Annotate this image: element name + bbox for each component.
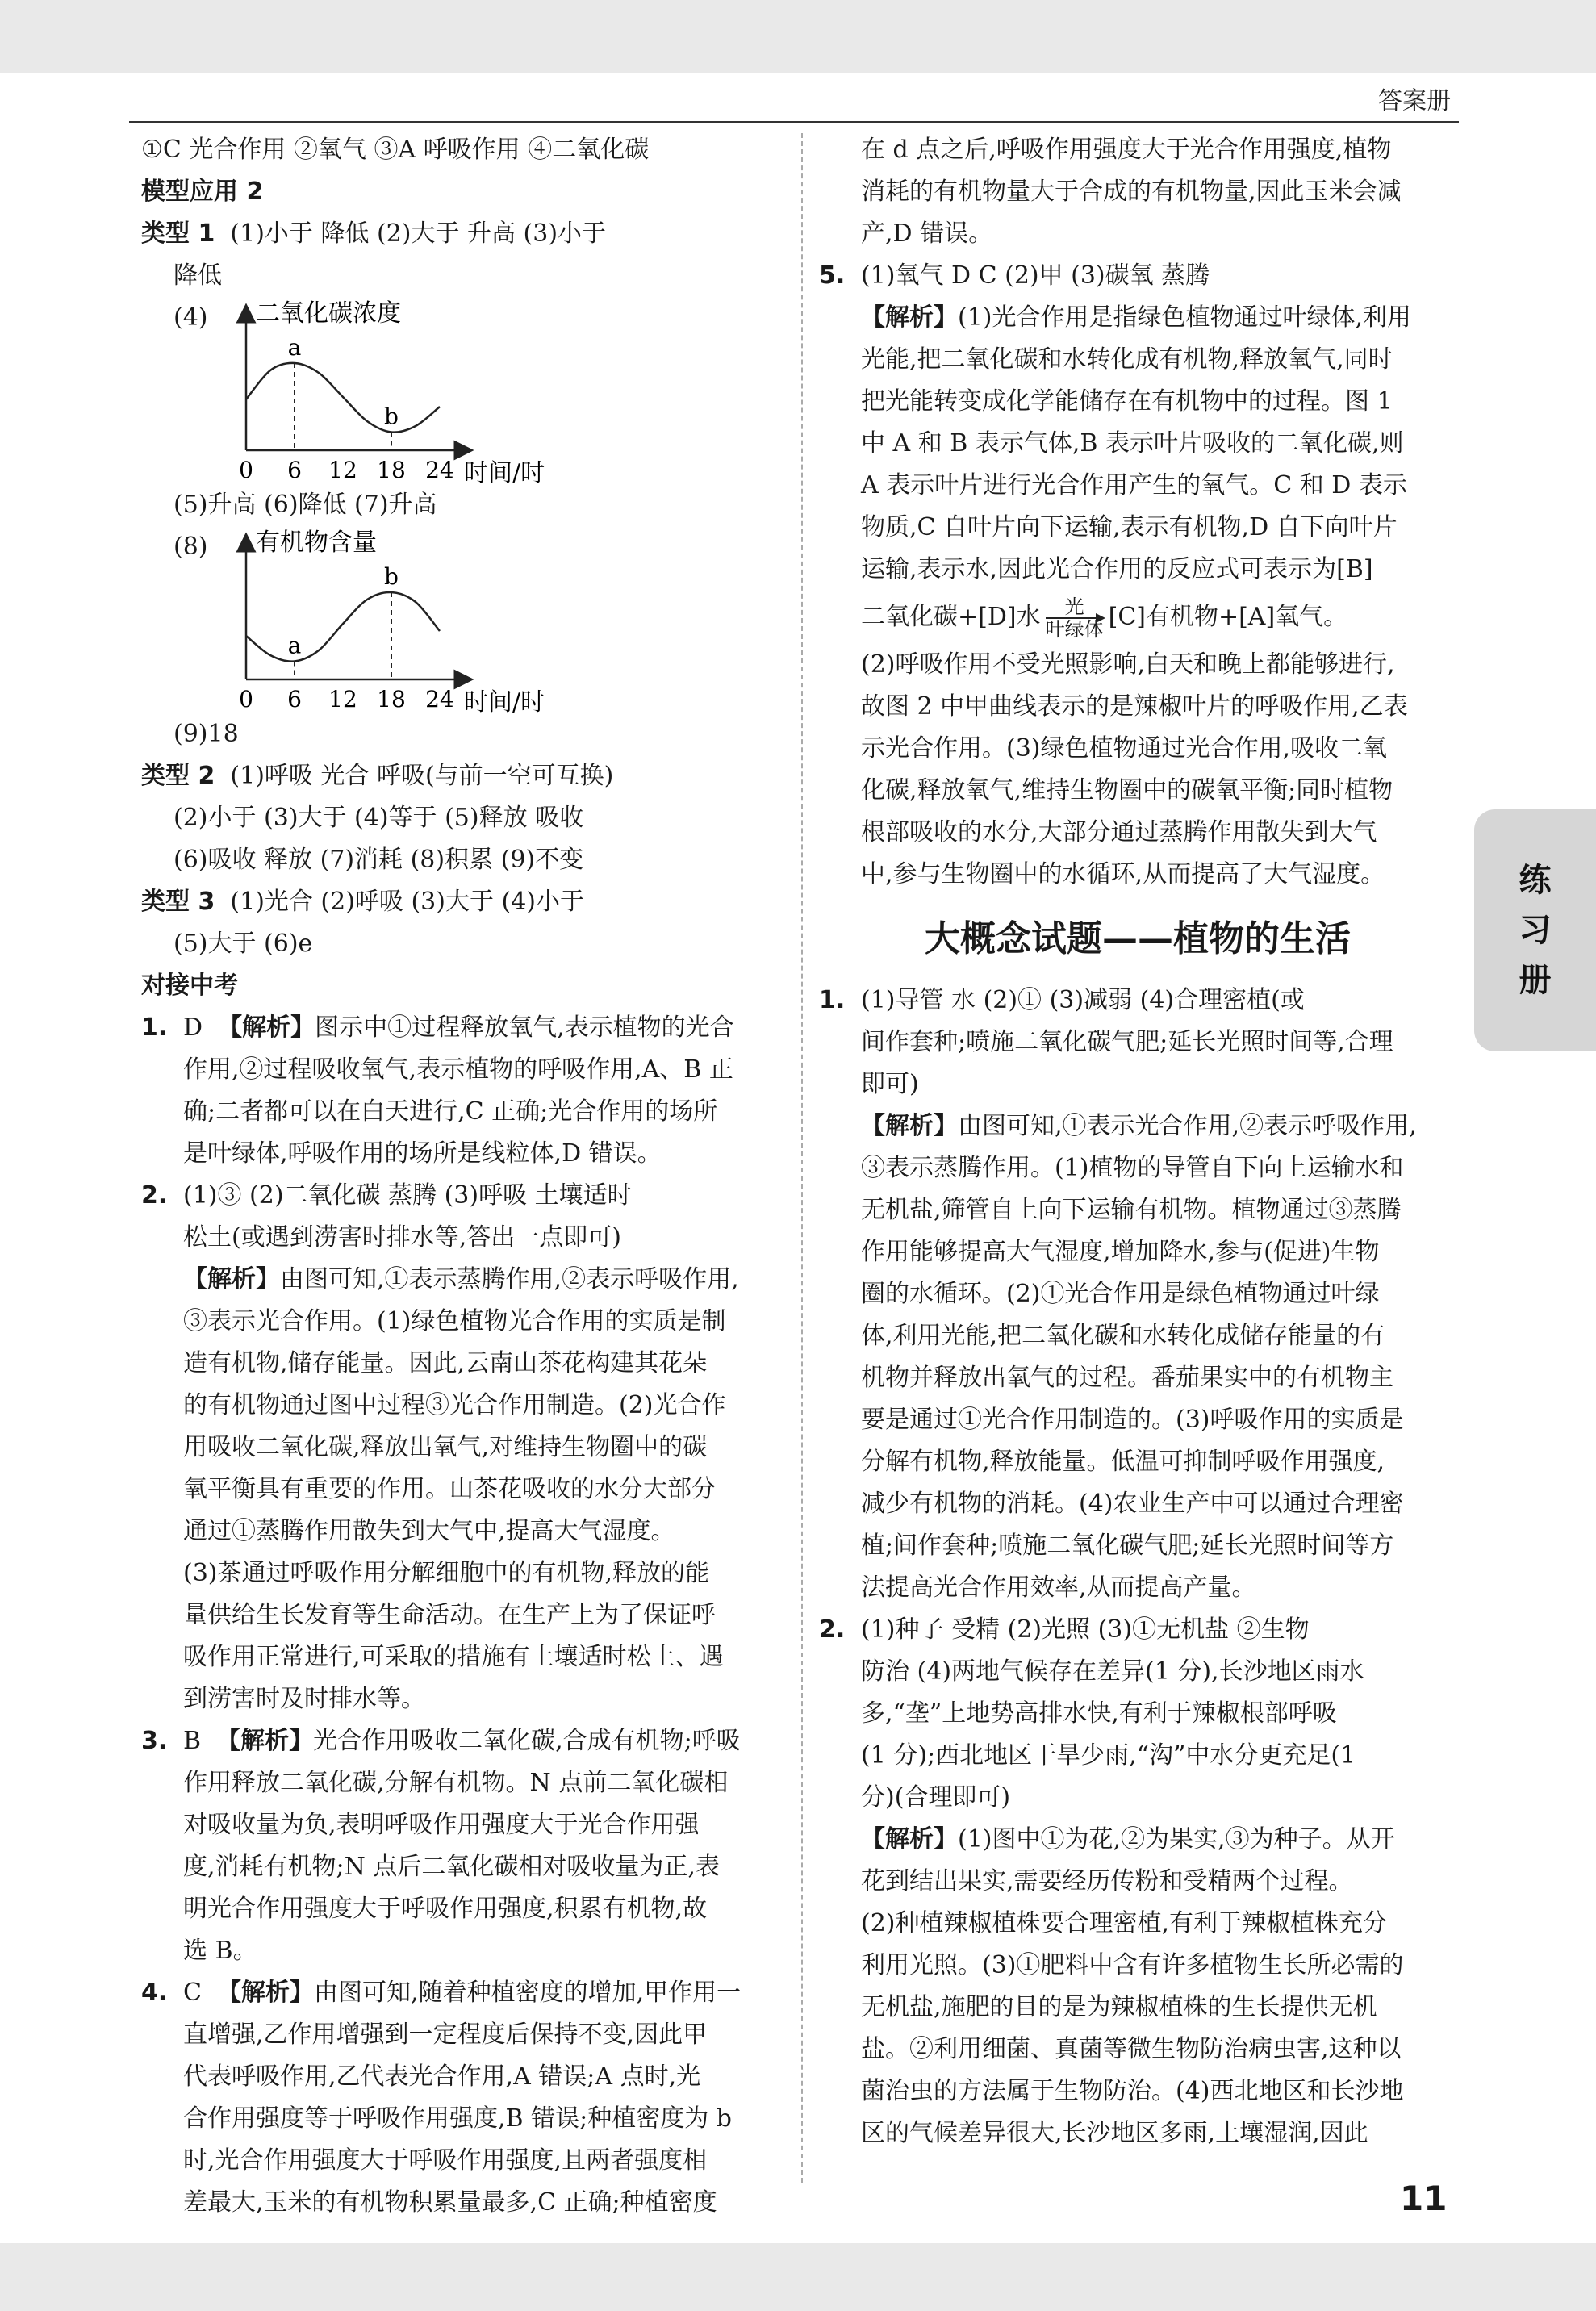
type-label: 类型 1 [141, 219, 215, 248]
question-2 [141, 1175, 787, 1720]
text-line: 间作套种;喷施二氧化碳气肥;延长光照时间等,合理 [861, 1028, 1393, 1056]
series-line [246, 592, 440, 662]
analysis-tag: 【解析】 [216, 1727, 314, 1755]
text-line: 选 B。 [183, 1937, 257, 1965]
text-line: 植;间作套种;喷施二氧化碳气肥;延长光照时间等方 [861, 1532, 1394, 1560]
text-line: 减少有机物的消耗。(4)农业生产中可以通过合理密 [861, 1490, 1404, 1518]
arrow-condition-bottom: 叶绿体 [1045, 618, 1104, 641]
x-tick-label: 18 [377, 686, 406, 713]
side-tab-char: 练 [1519, 862, 1552, 899]
text-line: 到涝害时及时排水等。 [183, 1685, 425, 1713]
text-line: 代表呼吸作用,乙代表光合作用,A 错误;A 点时,光 [183, 2062, 701, 2091]
text-line: 消耗的有机物量大于合成的有机物量,因此玉米会减 [861, 178, 1402, 206]
text-line: 区的气候差异很大,长沙地区多雨,土壤湿润,因此 [861, 2119, 1368, 2147]
answer-line: (1)光合 (2)呼吸 (3)大于 (4)小于 [230, 888, 584, 916]
text-line: 无机盐,施肥的目的是为辣椒植株的生长提供无机 [861, 1993, 1377, 2021]
text-line: 菌治虫的方法属于生物防治。(4)西北地区和长沙地 [861, 2077, 1404, 2105]
side-tab-char: 习 [1519, 912, 1552, 949]
text-line: ③表示蒸腾作用。(1)植物的导管自下向上运输水和 [861, 1154, 1404, 1182]
text-line: (2)种植辣椒植株要合理密植,有利于辣椒植株充分 [861, 1909, 1388, 1937]
text-line: 要是通过①光合作用制造的。(3)呼吸作用的实质是 [861, 1406, 1404, 1434]
right-column [819, 129, 1456, 2154]
text-line: 作用,②过程吸收氧气,表示植物的呼吸作用,A、B 正 [183, 1055, 733, 1084]
question-number: 1. [141, 1013, 168, 1042]
co2-chart [222, 297, 641, 484]
text-line: 多,“垄”上地势高排水快,有利于辣椒根部呼吸 [861, 1699, 1337, 1728]
plot-area [239, 563, 454, 713]
x-tick-label: 18 [377, 457, 406, 483]
text-line: (1)光合作用是指绿色植物通过叶绿体,利用 [958, 303, 1412, 332]
text-line: (1)③ (2)二氧化碳 蒸腾 (3)呼吸 土壤适时 [183, 1181, 632, 1210]
item-number: (8) [173, 533, 208, 561]
series-line [246, 363, 440, 433]
text-line: (1 分);西北地区干旱少雨,“沟”中水分更充足(1 [861, 1741, 1356, 1770]
point-label: b [384, 563, 399, 590]
question-number: 1. [819, 986, 846, 1014]
text-line: 光能,把二氧化碳和水转化成有机物,释放氧气,同时 [861, 345, 1393, 374]
answer-line: (1)小于 降低 (2)大于 升高 (3)小于 [230, 219, 607, 248]
plot-area [239, 334, 454, 483]
text-line: 把光能转变成化学能储存在有机物中的过程。图 1 [861, 387, 1393, 416]
text-line: 在 d 点之后,呼吸作用强度大于光合作用强度,植物 [861, 136, 1392, 164]
question-number: 5. [819, 261, 846, 290]
text-line: 明光合作用强度大于呼吸作用强度,积累有机物,故 [183, 1895, 708, 1923]
y-axis-label: 二氧化碳浓度 [256, 299, 401, 328]
text-line: 确;二者都可以在白天进行,C 正确;光合作用的场所 [183, 1097, 718, 1126]
text-line: 由图可知,①表示蒸腾作用,②表示呼吸作用, [280, 1265, 739, 1293]
text-line: 防治 (4)两地气候存在差异(1 分),长沙地区雨水 [861, 1657, 1364, 1686]
text-line: 由图可知,随着种植密度的增加,甲作用一 [314, 1979, 742, 2007]
text-line: ③表示光合作用。(1)绿色植物光合作用的实质是制 [183, 1307, 726, 1335]
text-line: (1)种子 受精 (2)光照 (3)①无机盐 ②生物 [861, 1615, 1310, 1644]
x-axis-label: 时间/时 [464, 688, 545, 713]
text-line: A 表示叶片进行光合作用产生的氧气。C 和 D 表示 [861, 471, 1407, 499]
text-line: 光合作用吸收二氧化碳,合成有机物;呼吸 [313, 1727, 741, 1755]
text-line: 利用光照。(3)①肥料中含有许多植物生长所必需的 [861, 1951, 1404, 1979]
answer-choice: B [183, 1727, 202, 1755]
answer-line: (1)呼吸 光合 呼吸(与前一空可互换) [230, 762, 614, 790]
text-line: 量供给生长发育等生命活动。在生产上为了保证呼 [183, 1601, 716, 1629]
y-axis-label: 有机物含量 [256, 529, 377, 557]
text-line: 体,利用光能,把二氧化碳和水转化成储存能量的有 [861, 1322, 1385, 1350]
text-line: 吸作用正常进行,可采取的措施有土壤适时松土、遇 [183, 1643, 724, 1671]
text-line: 花到结出果实,需要经历传粉和受精两个过程。 [861, 1867, 1353, 1895]
question-number: 4. [141, 1979, 168, 2007]
text-line: (2)呼吸作用不受光照影响,白天和晚上都能够进行, [861, 650, 1395, 679]
answer-line: 降低 [173, 261, 222, 290]
point-label: b [384, 403, 399, 430]
text-line: 是叶绿体,呼吸作用的场所是线粒体,D 错误。 [183, 1139, 662, 1168]
text-line: 度,消耗有机物;N 点后二氧化碳相对吸收量为正,表 [183, 1853, 720, 1881]
left-column [141, 129, 787, 2224]
text-line: 即可) [861, 1070, 919, 1098]
text-line: (3)茶通过呼吸作用分解细胞中的有机物,释放的能 [183, 1559, 710, 1587]
text-line: 的有机物通过图中过程③光合作用制造。(2)光合作 [183, 1391, 726, 1419]
text-line: 示光合作用。(3)绿色植物通过光合作用,吸收二氧 [861, 734, 1388, 763]
analysis-tag: 【解析】 [218, 1013, 315, 1042]
text-line: 通过①蒸腾作用散失到大气中,提高大气湿度。 [183, 1517, 675, 1545]
text-line: (1)图中①为花,②为果实,③为种子。从开 [958, 1825, 1395, 1853]
text-line: 圈的水循环。(2)①光合作用是绿色植物通过叶绿 [861, 1280, 1380, 1308]
text-line: 物质,C 自叶片向下运输,表示有机物,D 自下向叶片 [861, 513, 1398, 541]
x-tick-label: 6 [287, 457, 302, 483]
text-line: 合作用强度等于呼吸作用强度,B 错误;种植密度为 b [183, 2104, 732, 2133]
answer-line: (5)升高 (6)降低 (7)升高 [173, 491, 437, 519]
point-label: a [287, 632, 302, 659]
question-4 [141, 1972, 787, 2224]
photosynthesis-equation [861, 591, 1456, 644]
item-number: (4) [173, 303, 208, 332]
x-tick-label: 0 [239, 686, 253, 713]
big-question-1 [819, 980, 1456, 1609]
text-line: 法提高光合作用效率,从而提高产量。 [861, 1573, 1256, 1602]
text-line: 松土(或遇到涝害时排水等,答出一点即可) [183, 1223, 621, 1252]
x-tick-label: 12 [328, 686, 357, 713]
text-line: 作用能够提高大气湿度,增加降水,参与(促进)生物 [861, 1238, 1380, 1266]
text-line: 造有机物,储存能量。因此,云南山茶花构建其花朵 [183, 1349, 708, 1377]
question-5 [819, 255, 1456, 896]
question-number: 3. [141, 1727, 168, 1755]
column-divider [801, 133, 803, 2183]
text-line: 盐。②利用细菌、真菌等微生物防治病虫害,这种以 [861, 2035, 1402, 2063]
text-line: 机物并释放出氧气的过程。番茄果实中的有机物主 [861, 1364, 1393, 1392]
page-number: 11 [1400, 2179, 1448, 2218]
analysis-tag: 【解析】 [861, 303, 958, 332]
x-axis-label: 时间/时 [464, 459, 545, 484]
x-tick-label: 12 [328, 457, 357, 483]
side-tab-practice-book[interactable] [1474, 809, 1596, 1051]
x-tick-label: 24 [425, 457, 454, 483]
text-line: 无机盐,筛管自上向下运输有机物。植物通过③蒸腾 [861, 1196, 1402, 1224]
type-label: 类型 3 [141, 888, 215, 916]
text-line: 根部吸收的水分,大部分通过蒸腾作用散失到大气 [861, 818, 1377, 846]
text-line: 中,参与生物圈中的水循环,从而提高了大气湿度。 [861, 860, 1385, 888]
organic-chart [222, 526, 641, 713]
reaction-arrow [1046, 596, 1104, 640]
text-line: 运输,表示水,因此光合作用的反应式可表示为[B] [861, 555, 1373, 583]
text-line: 由图可知,①表示光合作用,②表示呼吸作用, [958, 1112, 1417, 1140]
header-title: 答案册 [1378, 87, 1451, 115]
answer-line: (5)大于 (6)e [173, 930, 313, 958]
arrow-condition-top: 光 [1046, 596, 1104, 619]
text-line: 图示中①过程释放氧气,表示植物的光合 [315, 1013, 734, 1042]
text-line: 故图 2 中甲曲线表示的是辣椒叶片的呼吸作用,乙表 [861, 692, 1408, 721]
type-label: 类型 2 [141, 762, 215, 790]
analysis-tag: 【解析】 [861, 1112, 958, 1140]
text-line: (1)导管 水 (2)① (3)减弱 (4)合理密植(或 [861, 986, 1305, 1014]
analysis-tag: 【解析】 [183, 1265, 280, 1293]
text-line: 直增强,乙作用增强到一定程度后保持不变,因此甲 [183, 2021, 708, 2049]
text-line: 用吸收二氧化碳,释放出氧气,对维持生物圈中的碳 [183, 1433, 708, 1461]
text-line: 氧平衡具有重要的作用。山茶花吸收的水分大部分 [183, 1475, 716, 1503]
text-line: 产,D 错误。 [861, 219, 993, 248]
question-number: 2. [819, 1615, 846, 1644]
answer-line: (2)小于 (3)大于 (4)等于 (5)释放 吸收 [173, 804, 584, 832]
analysis-tag: 【解析】 [861, 1825, 958, 1853]
text-line: 对吸收量为负,表明呼吸作用强度大于光合作用强 [183, 1811, 700, 1839]
big-question-2 [819, 1609, 1456, 2154]
text-line: (1)氧气 D C (2)甲 (3)碳氧 蒸腾 [861, 261, 1210, 290]
answer-line: (9)18 [173, 720, 239, 748]
text-line: 化碳,释放氧气,维持生物圈中的碳氧平衡;同时植物 [861, 776, 1393, 804]
text-line: 分解有机物,释放能量。低温可抑制呼吸作用强度, [861, 1448, 1385, 1476]
text-line: 时,光合作用强度大于呼吸作用强度,且两者强度相 [183, 2146, 708, 2175]
x-tick-label: 6 [287, 686, 302, 713]
x-tick-label: 24 [425, 686, 454, 713]
point-label: a [287, 334, 302, 361]
text-line: 分)(合理即可) [861, 1783, 1011, 1812]
x-tick-label: 0 [239, 457, 253, 483]
question-3 [141, 1720, 787, 1972]
text-line: 中 A 和 B 表示气体,B 表示叶片吸收的二氧化碳,则 [861, 429, 1404, 458]
analysis-tag: 【解析】 [217, 1979, 315, 2007]
question-number: 2. [141, 1181, 168, 1210]
answer-choice: C [183, 1979, 202, 2007]
side-tab-char: 册 [1519, 962, 1552, 999]
answer-choice: D [183, 1013, 203, 1042]
subsection-title: 对接中考 [141, 972, 238, 1000]
text-line: 作用释放二氧化碳,分解有机物。N 点前二氧化碳相 [183, 1769, 729, 1797]
header-rule [129, 121, 1459, 123]
subsection-title: 模型应用 2 [141, 178, 264, 206]
question-1 [141, 1007, 787, 1175]
text-line: 差最大,玉米的有机物积累量最多,C 正确;种植密度 [183, 2188, 717, 2217]
answer-line: (6)吸收 释放 (7)消耗 (8)积累 (9)不变 [173, 846, 584, 874]
section-title: 大概念试题——植物的生活 [925, 918, 1351, 959]
equation-products: [C]有机物+[A]氧气。 [1108, 603, 1348, 631]
equation-reactants: 二氧化碳+[D]水 [861, 603, 1041, 631]
answer-line: ①C 光合作用 ②氧气 ③A 呼吸作用 ④二氧化碳 [141, 136, 650, 164]
